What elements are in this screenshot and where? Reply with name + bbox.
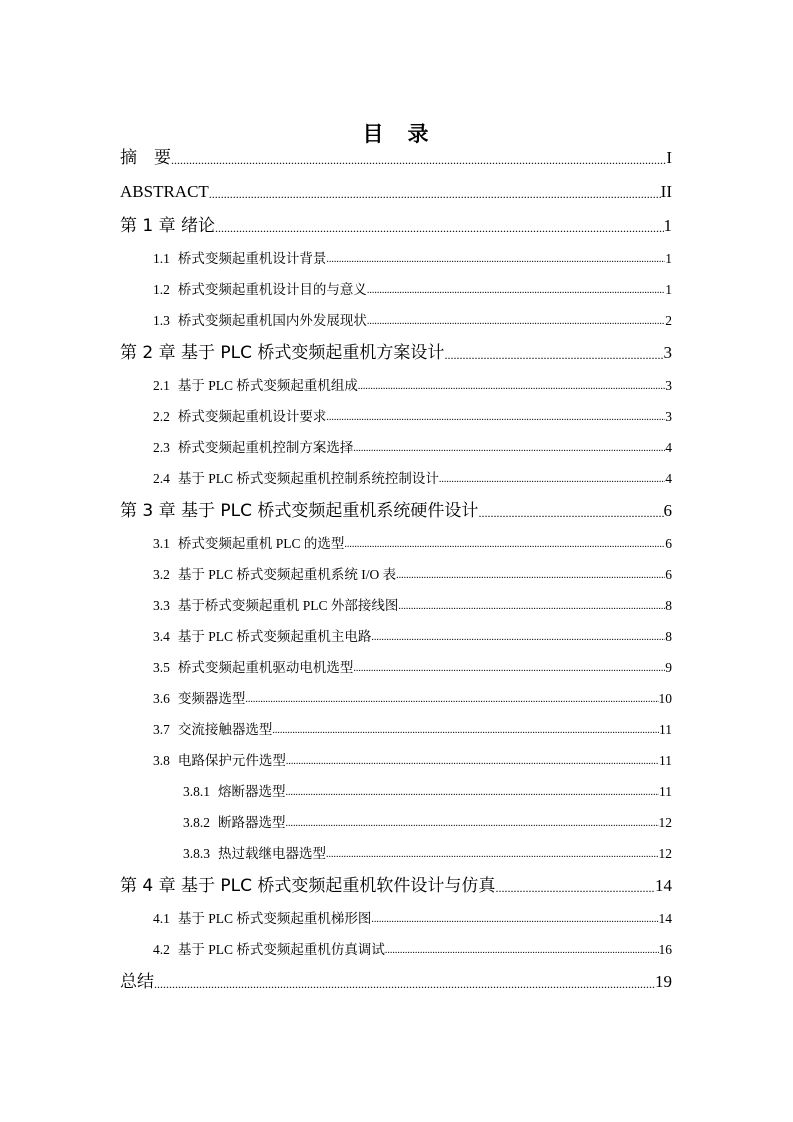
toc-entry-3-8-1[interactable] — [120, 776, 672, 807]
toc-title-left: 目 — [362, 122, 386, 146]
toc-leader-dots — [286, 747, 659, 776]
toc-entry-page: 14 — [658, 911, 672, 926]
toc-entry-chapter-2[interactable] — [120, 336, 672, 370]
toc-entry-page: 11 — [659, 784, 672, 799]
toc-entry-2-1[interactable] — [120, 370, 672, 401]
toc-entry-text: 桥式变频起重机设计要求 — [177, 409, 327, 424]
toc-entry-page: 1 — [663, 216, 672, 235]
toc-entry-label — [153, 559, 396, 590]
toc-entry-1-1[interactable] — [120, 243, 672, 274]
toc-entry-label — [153, 528, 344, 559]
toc-leader-dots — [371, 623, 665, 652]
toc-entry-number: 3.8.1 — [183, 784, 210, 799]
toc-leader-dots — [272, 716, 659, 745]
toc-entry-page: 11 — [659, 722, 672, 737]
toc-entry-page: 12 — [658, 846, 672, 861]
toc-entry-text: 基于 PLC 桥式变频起重机梯形图 — [177, 911, 372, 926]
toc-leader-dots — [367, 276, 665, 305]
toc-entry-label — [153, 590, 398, 621]
toc-entry-text: 桥式变频起重机设计背景 — [177, 251, 327, 266]
toc-entry-page: 1 — [665, 251, 672, 266]
toc-entry-number: 3.8.3 — [183, 846, 210, 861]
toc-leader-dots — [344, 530, 665, 559]
toc-entry-text: 桥式变频起重机设计目的与意义 — [177, 282, 367, 297]
toc-entry-page: 9 — [665, 660, 672, 675]
toc-leader-dots — [326, 245, 665, 274]
toc-leader-dots — [245, 685, 658, 714]
toc-entry-text: 基于 PLC 桥式变频起重机主电路 — [177, 629, 372, 644]
toc-entry-page: 4 — [665, 471, 672, 486]
toc-entry-number: 3.6 — [153, 691, 170, 706]
toc-entry-page: I — [666, 148, 672, 167]
toc-entry-label — [153, 305, 367, 336]
toc-entry-label — [153, 370, 358, 401]
toc-entry-2-4[interactable] — [120, 463, 672, 494]
toc-entry-page: 2 — [665, 313, 672, 328]
toc-entry-number: 2.2 — [153, 409, 170, 424]
toc-entry-2-2[interactable] — [120, 401, 672, 432]
toc-entry-page: 14 — [655, 876, 672, 895]
toc-leader-dots — [371, 905, 658, 934]
toc-entry-page: 4 — [665, 440, 672, 455]
toc-entry-text: 熔断器选型 — [218, 784, 286, 799]
toc-entry-page: 8 — [665, 629, 672, 644]
toc-entry-label — [153, 432, 353, 463]
toc-entry-text: 变频器选型 — [177, 691, 246, 706]
toc-entry-label: ABSTRACT — [120, 182, 209, 201]
toc-entry-number: 2.1 — [153, 378, 170, 393]
toc-entry-text: 基于 PLC 桥式变频起重机组成 — [177, 378, 358, 393]
toc-entry-text: 桥式变频起重机驱动电机选型 — [177, 660, 354, 675]
toc-entry-number: 4.2 — [153, 942, 170, 957]
toc-leader-dots — [326, 403, 665, 432]
toc-title-right: 录 — [407, 122, 431, 146]
toc-entry-4-1[interactable] — [120, 903, 672, 934]
toc-list — [120, 141, 672, 999]
toc-leader-dots — [215, 213, 663, 243]
toc-entry-label — [183, 807, 286, 838]
toc-entry-label — [183, 776, 286, 807]
toc-entry-page: 16 — [658, 942, 672, 957]
toc-entry-3-4[interactable] — [120, 621, 672, 652]
toc-entry-abstract-cn[interactable] — [120, 141, 672, 175]
toc-entry-page: 6 — [665, 536, 672, 551]
toc-entry-number: 3.5 — [153, 660, 170, 675]
toc-entry-number: 3.7 — [153, 722, 170, 737]
toc-leader-dots — [358, 372, 665, 401]
toc-entry-number: 1.3 — [153, 313, 170, 328]
toc-entry-label — [153, 934, 385, 965]
toc-leader-dots — [154, 969, 655, 999]
toc-entry-page: 1 — [665, 282, 672, 297]
toc-leader-dots — [326, 840, 659, 869]
toc-entry-page: 8 — [665, 598, 672, 613]
toc-leader-dots — [495, 873, 655, 903]
toc-entry-label — [153, 401, 326, 432]
toc-entry-page: 12 — [658, 815, 672, 830]
toc-entry-label: 第 3 章 基于 PLC 桥式变频起重机系统硬件设计 — [120, 501, 479, 521]
toc-entry-3-8[interactable] — [120, 745, 672, 776]
toc-leader-dots — [286, 778, 660, 807]
toc-entry-label: 第 2 章 基于 PLC 桥式变频起重机方案设计 — [120, 343, 445, 363]
toc-entry-number: 3.2 — [153, 567, 170, 582]
toc-entry-2-3[interactable] — [120, 432, 672, 463]
toc-entry-3-2[interactable] — [120, 559, 672, 590]
toc-entry-3-1[interactable] — [120, 528, 672, 559]
toc-entry-text: 基于桥式变频起重机 PLC 外部接线图 — [177, 598, 399, 613]
toc-leader-dots — [444, 340, 663, 370]
toc-entry-page: 3 — [665, 378, 672, 393]
toc-entry-text: 交流接触器选型 — [177, 722, 273, 737]
toc-entry-text: 桥式变频起重机 PLC 的选型 — [177, 536, 345, 551]
toc-leader-dots — [171, 145, 666, 175]
toc-entry-label — [153, 243, 326, 274]
toc-entry-label — [153, 463, 439, 494]
toc-entry-number: 2.3 — [153, 440, 170, 455]
toc-entry-chapter-1[interactable] — [120, 209, 672, 243]
toc-entry-text: 热过载继电器选型 — [218, 846, 326, 861]
toc-entry-label: 总结 — [120, 972, 154, 992]
toc-entry-conclusion[interactable] — [120, 965, 672, 999]
toc-entry-label — [153, 652, 353, 683]
toc-entry-4-2[interactable] — [120, 934, 672, 965]
toc-entry-page: II — [660, 182, 672, 201]
toc-entry-3-8-3[interactable] — [120, 838, 672, 869]
toc-entry-text: 基于 PLC 桥式变频起重机仿真调试 — [177, 942, 385, 957]
toc-entry-text: 断路器选型 — [218, 815, 286, 830]
toc-entry-label: 第 4 章 基于 PLC 桥式变频起重机软件设计与仿真 — [120, 876, 496, 896]
toc-leader-dots — [353, 654, 665, 683]
toc-entry-3-8-2[interactable] — [120, 807, 672, 838]
toc-entry-text: 基于 PLC 桥式变频起重机系统 I/O 表 — [177, 567, 397, 582]
toc-entry-number: 3.3 — [153, 598, 170, 613]
toc-entry-label — [153, 683, 245, 714]
toc-entry-1-3[interactable] — [120, 305, 672, 336]
toc-leader-dots — [353, 434, 665, 463]
toc-entry-3-3[interactable] — [120, 590, 672, 621]
toc-leader-dots — [367, 307, 665, 336]
toc-entry-label — [153, 274, 367, 305]
toc-entry-3-6[interactable] — [120, 683, 672, 714]
toc-entry-page: 6 — [665, 567, 672, 582]
toc-entry-3-7[interactable] — [120, 714, 672, 745]
toc-entry-abstract-en[interactable] — [120, 175, 672, 209]
toc-entry-label: 第 1 章 绪论 — [120, 216, 216, 236]
toc-entry-page: 10 — [658, 691, 672, 706]
toc-entry-number: 3.1 — [153, 536, 170, 551]
toc-entry-text: 桥式变频起重机控制方案选择 — [177, 440, 354, 455]
toc-entry-1-2[interactable] — [120, 274, 672, 305]
toc-entry-number: 1.1 — [153, 251, 170, 266]
toc-leader-dots — [398, 592, 665, 621]
toc-entry-3-5[interactable] — [120, 652, 672, 683]
toc-entry-number: 4.1 — [153, 911, 170, 926]
toc-entry-page: 11 — [659, 753, 672, 768]
toc-entry-chapter-3[interactable] — [120, 494, 672, 528]
toc-entry-number: 1.2 — [153, 282, 170, 297]
toc-entry-number: 3.8 — [153, 753, 170, 768]
toc-entry-text: 基于 PLC 桥式变频起重机控制系统控制设计 — [177, 471, 439, 486]
toc-entry-text: 电路保护元件选型 — [177, 753, 286, 768]
toc-entry-number: 2.4 — [153, 471, 170, 486]
toc-entry-label — [183, 838, 326, 869]
toc-leader-dots — [396, 561, 665, 590]
toc-entry-number: 3.4 — [153, 629, 170, 644]
toc-leader-dots — [209, 179, 661, 209]
toc-leader-dots — [385, 936, 659, 965]
toc-entry-number: 3.8.2 — [183, 815, 210, 830]
toc-leader-dots — [439, 465, 665, 494]
toc-entry-label — [153, 714, 272, 745]
toc-entry-text: 桥式变频起重机国内外发展现状 — [177, 313, 367, 328]
toc-entry-label: 摘 要 — [120, 148, 171, 168]
toc-leader-dots — [286, 809, 659, 838]
toc-entry-page: 3 — [663, 343, 672, 362]
toc-entry-page: 19 — [655, 972, 672, 991]
toc-entry-chapter-4[interactable] — [120, 869, 672, 903]
toc-leader-dots — [478, 498, 663, 528]
toc-entry-label — [153, 903, 371, 934]
toc-entry-label — [153, 621, 371, 652]
toc-entry-page: 6 — [663, 501, 672, 520]
toc-entry-page: 3 — [665, 409, 672, 424]
toc-entry-label — [153, 745, 286, 776]
